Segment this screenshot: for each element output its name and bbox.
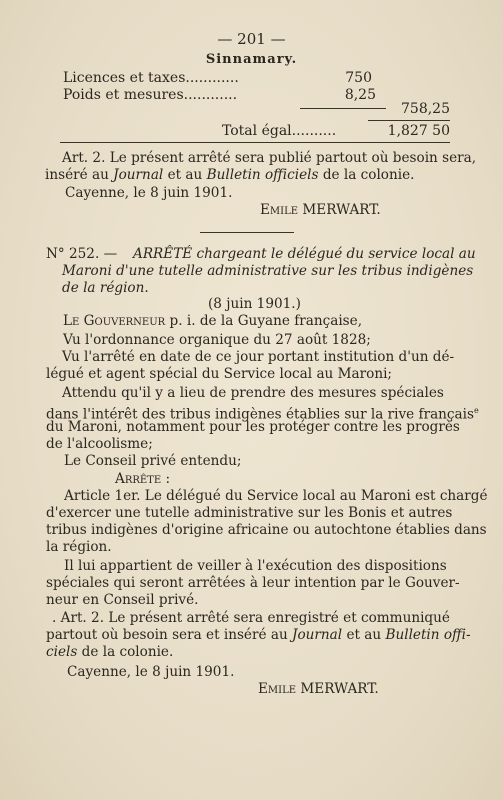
vu-ordonnance: Vu l'ordonnance organique du 27 août 1828; <box>63 332 371 348</box>
vu-arrete-line1: Vu l'arrêté en date de ce jour portant institution d'un dé- <box>62 349 455 365</box>
art2-prev-line1: Art. 2. Le présent arrêté sera publié partout où besoin sera, <box>62 150 477 166</box>
ledger-total-label: Total égal.......... <box>222 123 337 139</box>
ledger-rule-2 <box>368 120 450 121</box>
closing-signature: Emile MERWART. <box>258 681 379 697</box>
article1-line3: tribus indigènes d'origine africaine ou autochtone établies dans <box>46 522 487 538</box>
ledger-amount-2: 8,25 <box>344 87 376 103</box>
ledger-subtotal: 758,25 <box>401 101 450 117</box>
attendu-line2: dans l'intérêt des tribus indigènes établies sur la rive français$^e$ <box>46 406 479 423</box>
signature-prev: Emile MERWART. <box>260 202 381 218</box>
arrete-title-line2: Maroni d'une tutelle administrative sur les tribus indigènes <box>62 263 474 279</box>
arrete-heading: Arrête : <box>115 471 171 487</box>
attendu-line1: Attendu qu'il y a lieu de prendre des mesures spéciales <box>62 385 444 401</box>
arrete-title-line3: de la région. <box>62 280 149 296</box>
article1-line2: d'exercer une tutelle administrative sur les Bonis et autres <box>46 505 453 521</box>
para2-line2: spéciales qui seront arrêtées à leur intention par le Gouver- <box>46 575 460 591</box>
preamble: Le Gouverneur p. i. de la Guyane française, <box>63 313 363 329</box>
ledger-amount-1: 750 <box>345 70 372 86</box>
page-number: — 201 — <box>217 30 286 48</box>
conseil-prive: Le Conseil privé entendu; <box>64 453 242 469</box>
ledger-rule-3 <box>60 142 450 143</box>
article1-line1: Article 1er. Le délégué du Service local au Maroni est chargé <box>64 488 488 504</box>
vu-arrete-line2: légué et agent spécial du Service local au Maroni; <box>46 366 393 382</box>
art2-line3: ciels de la colonie. <box>46 644 174 660</box>
date-prev: Cayenne, le 8 juin 1901. <box>65 185 233 201</box>
para2-line3: neur en Conseil privé. <box>46 592 199 608</box>
ledger-total: 1,827 50 <box>387 123 450 139</box>
art2-line1: . Art. 2. Le présent arrêté sera enregistré et communiqué <box>52 610 450 626</box>
attendu-line3: du Maroni, notamment pour les protéger contre les progrès <box>46 419 460 435</box>
arrete-date: (8 juin 1901.) <box>208 296 301 312</box>
section-title: Sinnamary. <box>205 52 298 67</box>
ledger-label-1: Licences et taxes............ <box>63 70 239 86</box>
separator-rule <box>200 232 294 233</box>
art2-prev-line2: inséré au Journal et au Bulletin officiels de la colonie. <box>45 167 415 183</box>
attendu-line4: de l'alcoolisme; <box>46 436 153 452</box>
arrete-number: N° 252. — <box>46 246 118 262</box>
arrete-title-line1: ARRÊTÉ chargeant le délégué du service local au <box>133 246 476 262</box>
ledger-label-2: Poids et mesures............ <box>63 87 238 103</box>
para2-line1: Il lui appartient de veiller à l'exécution des dispositions <box>64 558 447 574</box>
article1-line4: la région. <box>46 539 112 555</box>
closing-date: Cayenne, le 8 juin 1901. <box>67 664 235 680</box>
art2-line2: partout où besoin sera et inséré au Journal et au Bulletin offi- <box>46 627 471 643</box>
